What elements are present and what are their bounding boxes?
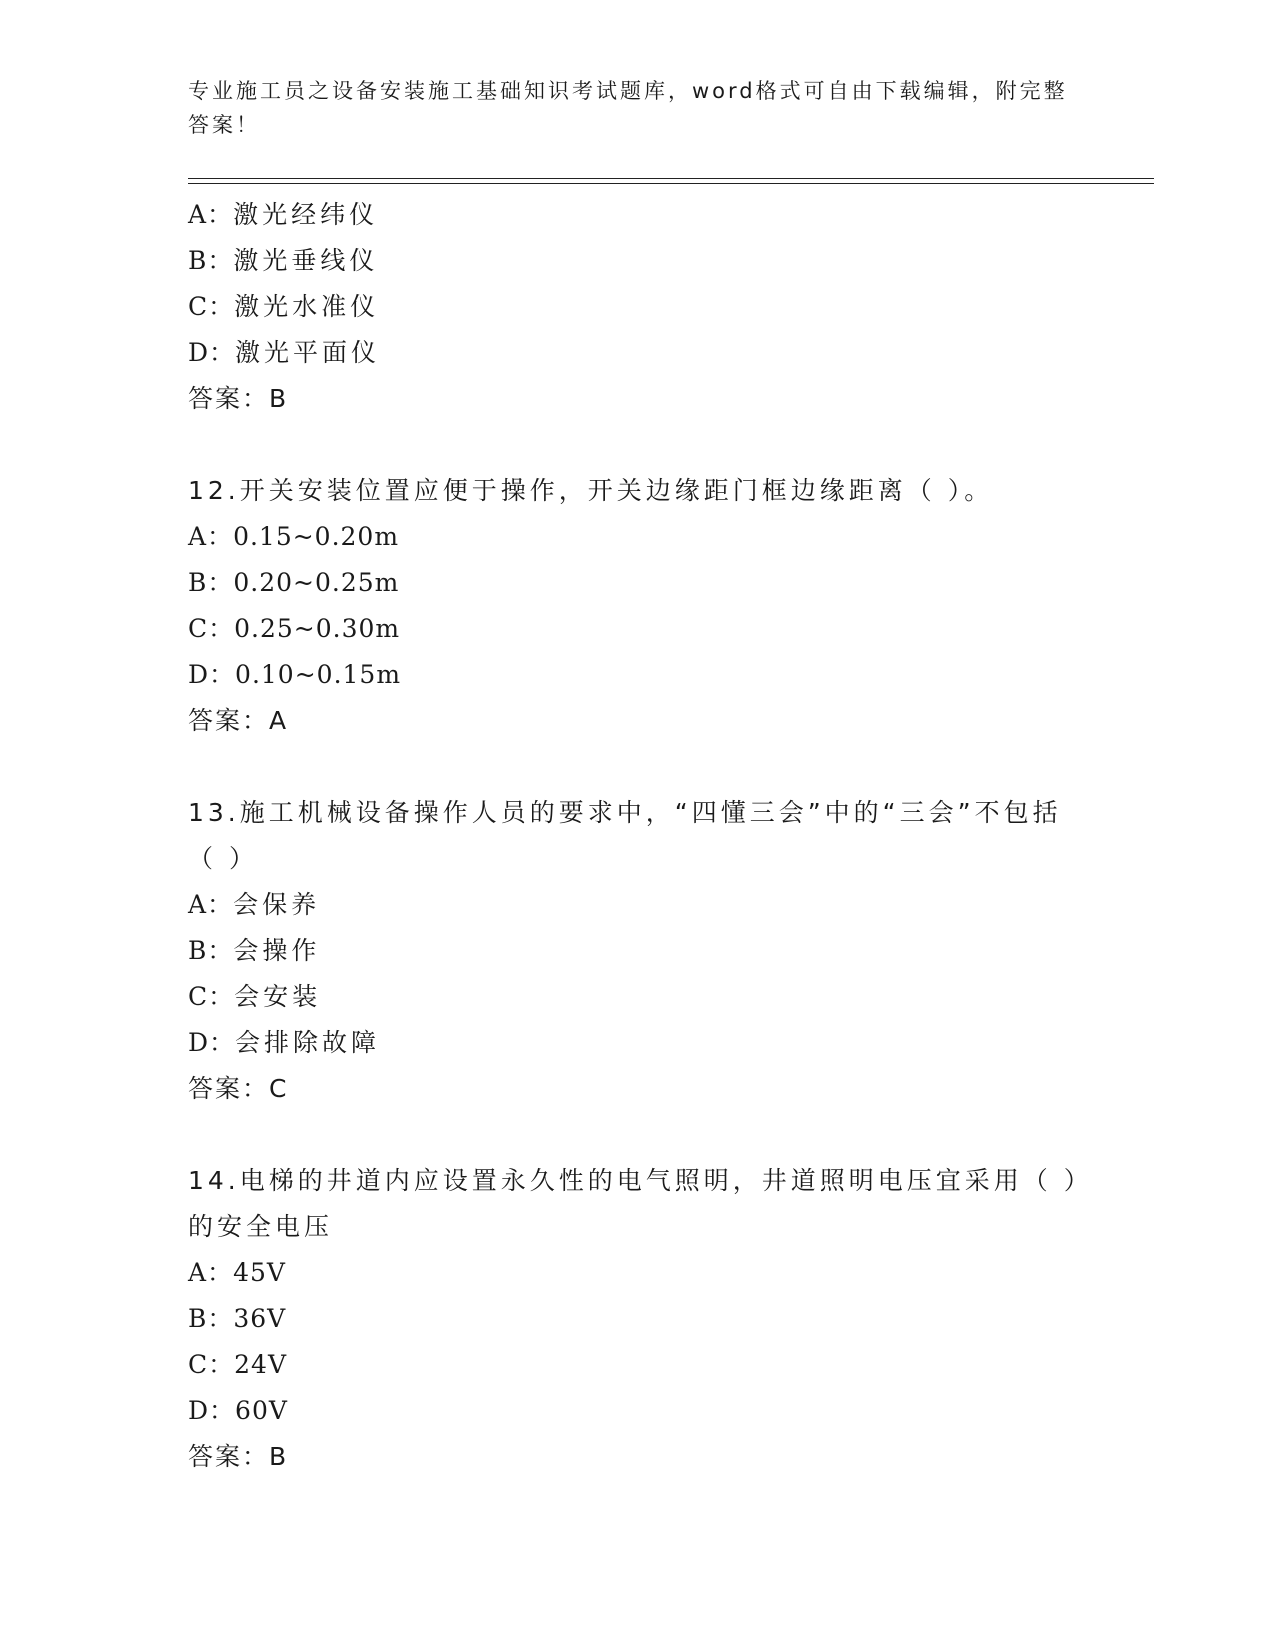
answer-line: 答案：B — [188, 384, 289, 413]
option-text: 激光平面仪 — [235, 338, 381, 367]
option-key: A： — [188, 890, 234, 919]
question-stem: 14.电梯的井道内应设置永久性的电气照明，井道照明电压宜采用（ ）的安全电压 — [188, 1166, 1081, 1241]
question-block — [188, 1158, 1108, 1480]
option-text: 60V — [235, 1396, 288, 1425]
option-key: C： — [188, 982, 235, 1011]
option-text: 24V — [234, 1350, 288, 1379]
option-text: 45V — [233, 1258, 286, 1287]
option-c — [188, 1342, 1108, 1388]
option-text: 会操作 — [233, 936, 321, 965]
option-d — [188, 652, 1108, 698]
option-text: 0.15~0.20m — [233, 522, 400, 551]
option-text: 会安装 — [234, 982, 322, 1011]
option-text: 激光垂线仪 — [233, 246, 379, 275]
option-d — [188, 1388, 1108, 1434]
answer-line: 答案：B — [188, 1442, 289, 1471]
option-c — [188, 974, 1108, 1020]
option-key: B： — [188, 568, 234, 597]
option-a — [188, 882, 1108, 928]
option-key: B： — [188, 936, 234, 965]
option-text: 激光水准仪 — [234, 292, 380, 321]
option-text: 会排除故障 — [235, 1028, 381, 1057]
header-rule-bottom — [188, 183, 1154, 184]
option-text: 0.25~0.30m — [234, 614, 401, 643]
option-a — [188, 192, 1108, 238]
option-key: D： — [188, 660, 236, 689]
option-key: B： — [188, 246, 234, 275]
option-c — [188, 606, 1108, 652]
option-key: A： — [188, 1258, 234, 1287]
option-key: C： — [188, 614, 235, 643]
option-b — [188, 238, 1108, 284]
question-block — [188, 192, 1108, 422]
option-key: D： — [188, 338, 236, 367]
option-key: C： — [188, 292, 235, 321]
question-stem: 13.施工机械设备操作人员的要求中，“四懂三会”中的“三会”不包括（ ） — [188, 798, 1062, 873]
option-b — [188, 928, 1108, 974]
option-text: 会保养 — [233, 890, 321, 919]
question-stem: 12.开关安装位置应便于操作，开关边缘距门框边缘距离（ ）。 — [188, 476, 994, 505]
option-key: C： — [188, 1350, 235, 1379]
spacer — [188, 744, 1108, 790]
answer-line: 答案：A — [188, 706, 289, 735]
option-key: D： — [188, 1396, 236, 1425]
option-key: A： — [188, 522, 234, 551]
option-key: D： — [188, 1028, 236, 1057]
option-a — [188, 1250, 1108, 1296]
document-header: 专业施工员之设备安装施工基础知识考试题库，word格式可自由下载编辑，附完整答案！ — [188, 79, 1068, 137]
option-d — [188, 330, 1108, 376]
spacer — [188, 1112, 1108, 1158]
header-rule-top — [188, 178, 1154, 179]
option-text: 0.20~0.25m — [233, 568, 400, 597]
spacer — [188, 422, 1108, 468]
option-d — [188, 1020, 1108, 1066]
option-b — [188, 1296, 1108, 1342]
option-b — [188, 560, 1108, 606]
option-key: A： — [188, 200, 234, 229]
question-list — [188, 192, 1108, 1480]
option-a — [188, 514, 1108, 560]
option-key: B： — [188, 1304, 234, 1333]
question-block — [188, 790, 1108, 1112]
option-text: 36V — [233, 1304, 287, 1333]
answer-line: 答案：C — [188, 1074, 289, 1103]
question-block — [188, 468, 1108, 744]
option-c — [188, 284, 1108, 330]
option-text: 0.10~0.15m — [235, 660, 402, 689]
option-text: 激光经纬仪 — [233, 200, 379, 229]
